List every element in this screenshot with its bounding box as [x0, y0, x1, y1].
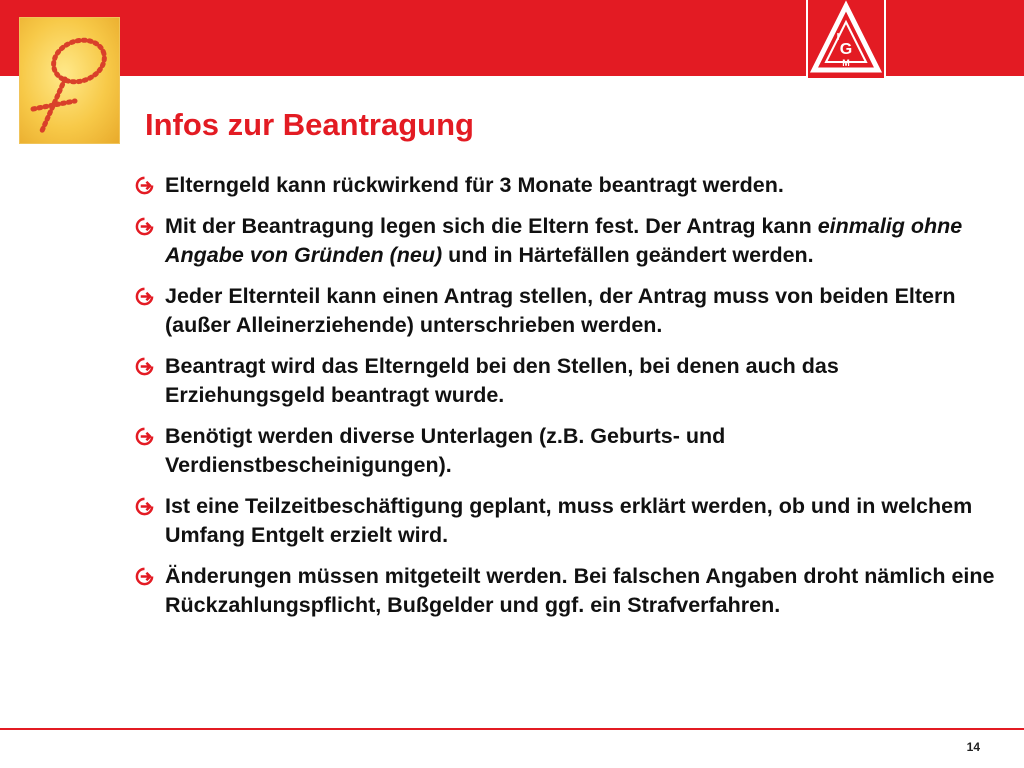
page-number: 14 — [966, 740, 980, 754]
circle-arrow-right-icon — [135, 497, 154, 516]
bullet-text: Ist eine Teilzeitbeschäftigung geplant, muss erklärt werden, ob und in welchem Umfang Entgelt erzielt wird. — [165, 494, 973, 547]
bullet-item — [135, 212, 995, 270]
circle-arrow-right-icon — [135, 217, 154, 236]
bullet-text: Benötigt werden diverse Unterlagen (z.B. Geburts- und Verdienstbescheinigungen). — [165, 424, 726, 477]
bullet-item — [135, 422, 995, 480]
circle-arrow-right-icon — [135, 567, 154, 586]
venus-symbol-icon — [19, 17, 120, 144]
bullet-text: Änderungen müssen mitgeteilt werden. Bei falschen Angaben droht nämlich eine Rückzahlungspflicht, Bußgelder und ggf. ein Strafverfahren. — [165, 564, 995, 617]
circle-arrow-right-icon — [135, 176, 154, 195]
bullet-item — [135, 562, 995, 620]
bullet-item — [135, 492, 995, 550]
svg-text:I: I — [836, 32, 840, 43]
bullet-text-italic: einmalig ohne Angabe von Gründen (neu) — [165, 214, 963, 267]
svg-text:G: G — [839, 41, 853, 58]
bullet-text: Beantragt wird das Elterngeld bei den Stellen, bei denen auch das Erziehungsgeld beantragt wurde. — [165, 354, 839, 407]
bullet-text: Jeder Elternteil kann einen Antrag stellen, der Antrag muss von beiden Eltern (außer Alleinerziehende) unterschrieben werden. — [165, 284, 956, 337]
bullet-item — [135, 171, 995, 200]
bullet-text: und in Härtefällen geändert werden. — [442, 243, 814, 267]
page-title: Infos zur Beantragung — [145, 107, 474, 142]
circle-arrow-right-icon — [135, 357, 154, 376]
bullet-text: Elterngeld kann rückwirkend für 3 Monate beantragt werden. — [165, 173, 784, 197]
footer-divider — [0, 728, 1024, 730]
bullet-list — [135, 171, 995, 632]
svg-text:M: M — [842, 58, 850, 68]
bullet-item — [135, 282, 995, 340]
bullet-text: Mit der Beantragung legen sich die Eltern fest. Der Antrag kann — [165, 214, 818, 238]
circle-arrow-right-icon — [135, 287, 154, 306]
bullet-item — [135, 352, 995, 410]
circle-arrow-right-icon — [135, 427, 154, 446]
ig-metall-logo-icon — [806, 0, 886, 80]
